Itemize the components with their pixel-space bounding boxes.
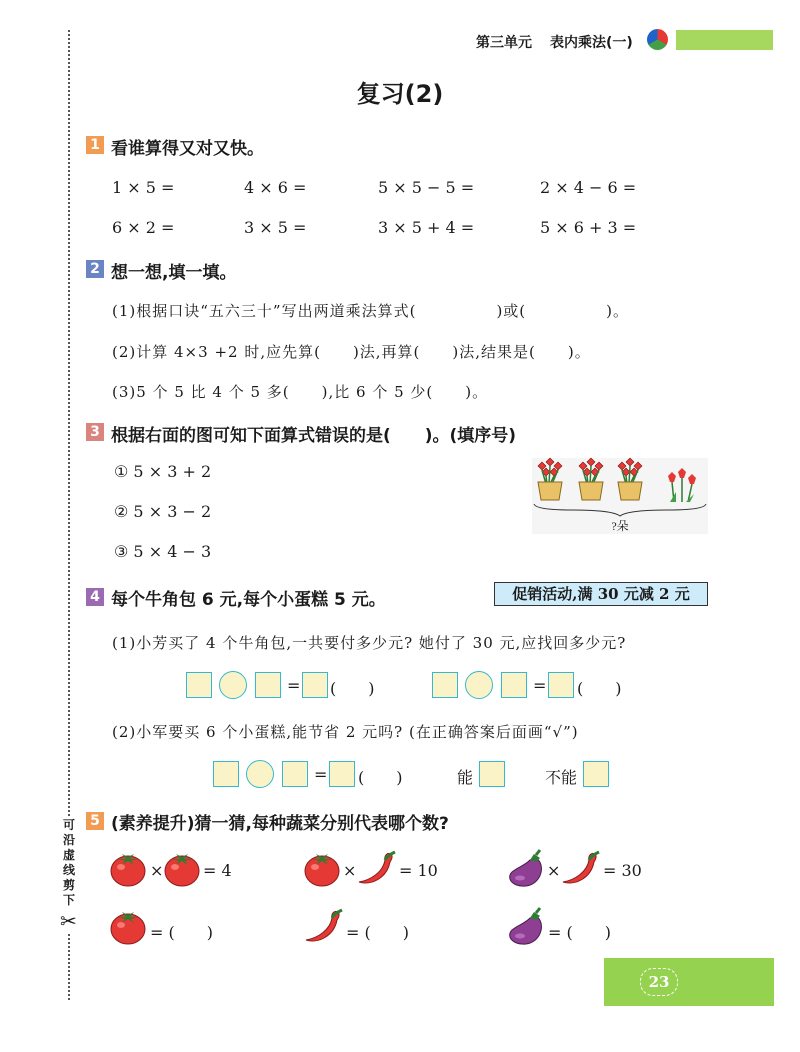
section-3-title: 根据右面的图可知下面算式错误的是( )。(填序号) [111,426,517,446]
answer-paren: = ( ) [548,923,611,942]
page-title: 复习(2) [356,80,444,108]
tomato-icon [164,852,202,888]
answer-box[interactable] [302,672,328,698]
calc-1-3: 5 × 5 − 5 = [378,178,475,197]
color-wheel-icon [647,29,668,50]
answer-box[interactable] [501,672,527,698]
calc-2-2: 3 × 5 = [244,218,307,237]
answer-box[interactable] [213,761,239,787]
times-sign: × [343,861,357,880]
equals-sign: = [287,676,301,695]
cut-instruction: 可沿虚线剪下 [58,818,80,908]
calc-2-1: 6 × 2 = [112,218,175,237]
topic-label: 表内乘法(一) [550,35,633,51]
operator-circle[interactable] [246,760,274,788]
operator-circle[interactable] [465,671,493,699]
section-4-number: 4 [86,588,104,606]
answer-paren: = ( ) [346,923,409,942]
calc-1-2: 4 × 6 = [244,178,307,197]
section-4-question-1: (1)小芳买了 4 个牛角包,一共要付多少元? 她付了 30 元,应找回多少元? [112,634,627,652]
answer-box[interactable] [432,672,458,698]
calc-1-1: 1 × 5 = [112,178,175,197]
result-text: = 30 [603,861,642,880]
section-1-number: 1 [86,136,104,154]
equals-sign: = [533,676,547,695]
answer-box[interactable] [329,761,355,787]
section-5-number: 5 [86,812,104,830]
option-1: ① 5 × 3 + 2 [114,462,212,481]
no-check-box[interactable] [583,761,609,787]
header-green-bar [676,30,773,50]
calc-2-4: 5 × 6 + 3 = [540,218,637,237]
section-2-question-2: (2)计算 4×3 +2 时,应先算( )法,再算( )法,结果是( )。 [112,343,591,361]
section-1-title: 看谁算得又对又快。 [111,139,264,159]
calc-2-3: 3 × 5 + 4 = [378,218,475,237]
eggplant-icon [506,908,546,946]
footer-green-bar [604,958,774,1006]
tomato-icon [304,852,342,888]
answer-paren: = ( ) [150,923,213,942]
option-2: ② 5 × 3 − 2 [114,502,212,521]
result-text: = 10 [399,861,438,880]
answer-box[interactable] [548,672,574,698]
scissors-icon: ✂ [60,909,77,933]
yes-check-box[interactable] [479,761,505,787]
section-2-number: 2 [86,260,104,278]
result-text: = 4 [203,861,232,880]
tomato-icon [110,852,148,888]
unit-paren: ( ) [330,679,375,698]
section-4-title: 每个牛角包 6 元,每个小蛋糕 5 元。 [111,590,386,610]
unit-header [476,32,633,52]
page-number: 23 [640,968,678,996]
yes-label: 能 [457,768,474,787]
eggplant-icon [506,850,546,888]
section-2-question-3: (3)5 个 5 比 4 个 5 多( ),比 6 个 5 少( )。 [112,383,489,401]
promo-box: 促销活动,满 30 元减 2 元 [494,582,708,606]
option-3: ③ 5 × 4 − 3 [114,542,212,561]
flower-pots-figure [532,458,708,534]
equals-sign: = [314,765,328,784]
section-3-number: 3 [86,423,104,441]
times-sign: × [150,861,164,880]
answer-box[interactable] [255,672,281,698]
times-sign: × [547,861,561,880]
unit-paren: ( ) [358,768,403,787]
operator-circle[interactable] [219,671,247,699]
section-2-title: 想一想,填一填。 [111,263,237,283]
tomato-icon [110,910,148,946]
calc-1-4: 2 × 4 − 6 = [540,178,637,197]
section-2-question-1: (1)根据口诀“五六三十”写出两道乘法算式( )或( )。 [112,302,629,320]
figure-label: ?朵 [611,519,629,533]
section-4-question-2: (2)小军要买 6 个小蛋糕,能节省 2 元吗? (在正确答案后面画“√”) [112,723,579,741]
unit-paren: ( ) [577,679,622,698]
chili-pepper-icon [561,850,601,888]
unit-label: 第三单元 [476,35,532,51]
section-5-title: (素养提升)猜一猜,每种蔬菜分别代表哪个数? [111,814,449,834]
no-label: 不能 [545,768,578,787]
answer-box[interactable] [186,672,212,698]
chili-pepper-icon [357,850,397,888]
chili-pepper-icon [304,908,344,946]
answer-box[interactable] [282,761,308,787]
